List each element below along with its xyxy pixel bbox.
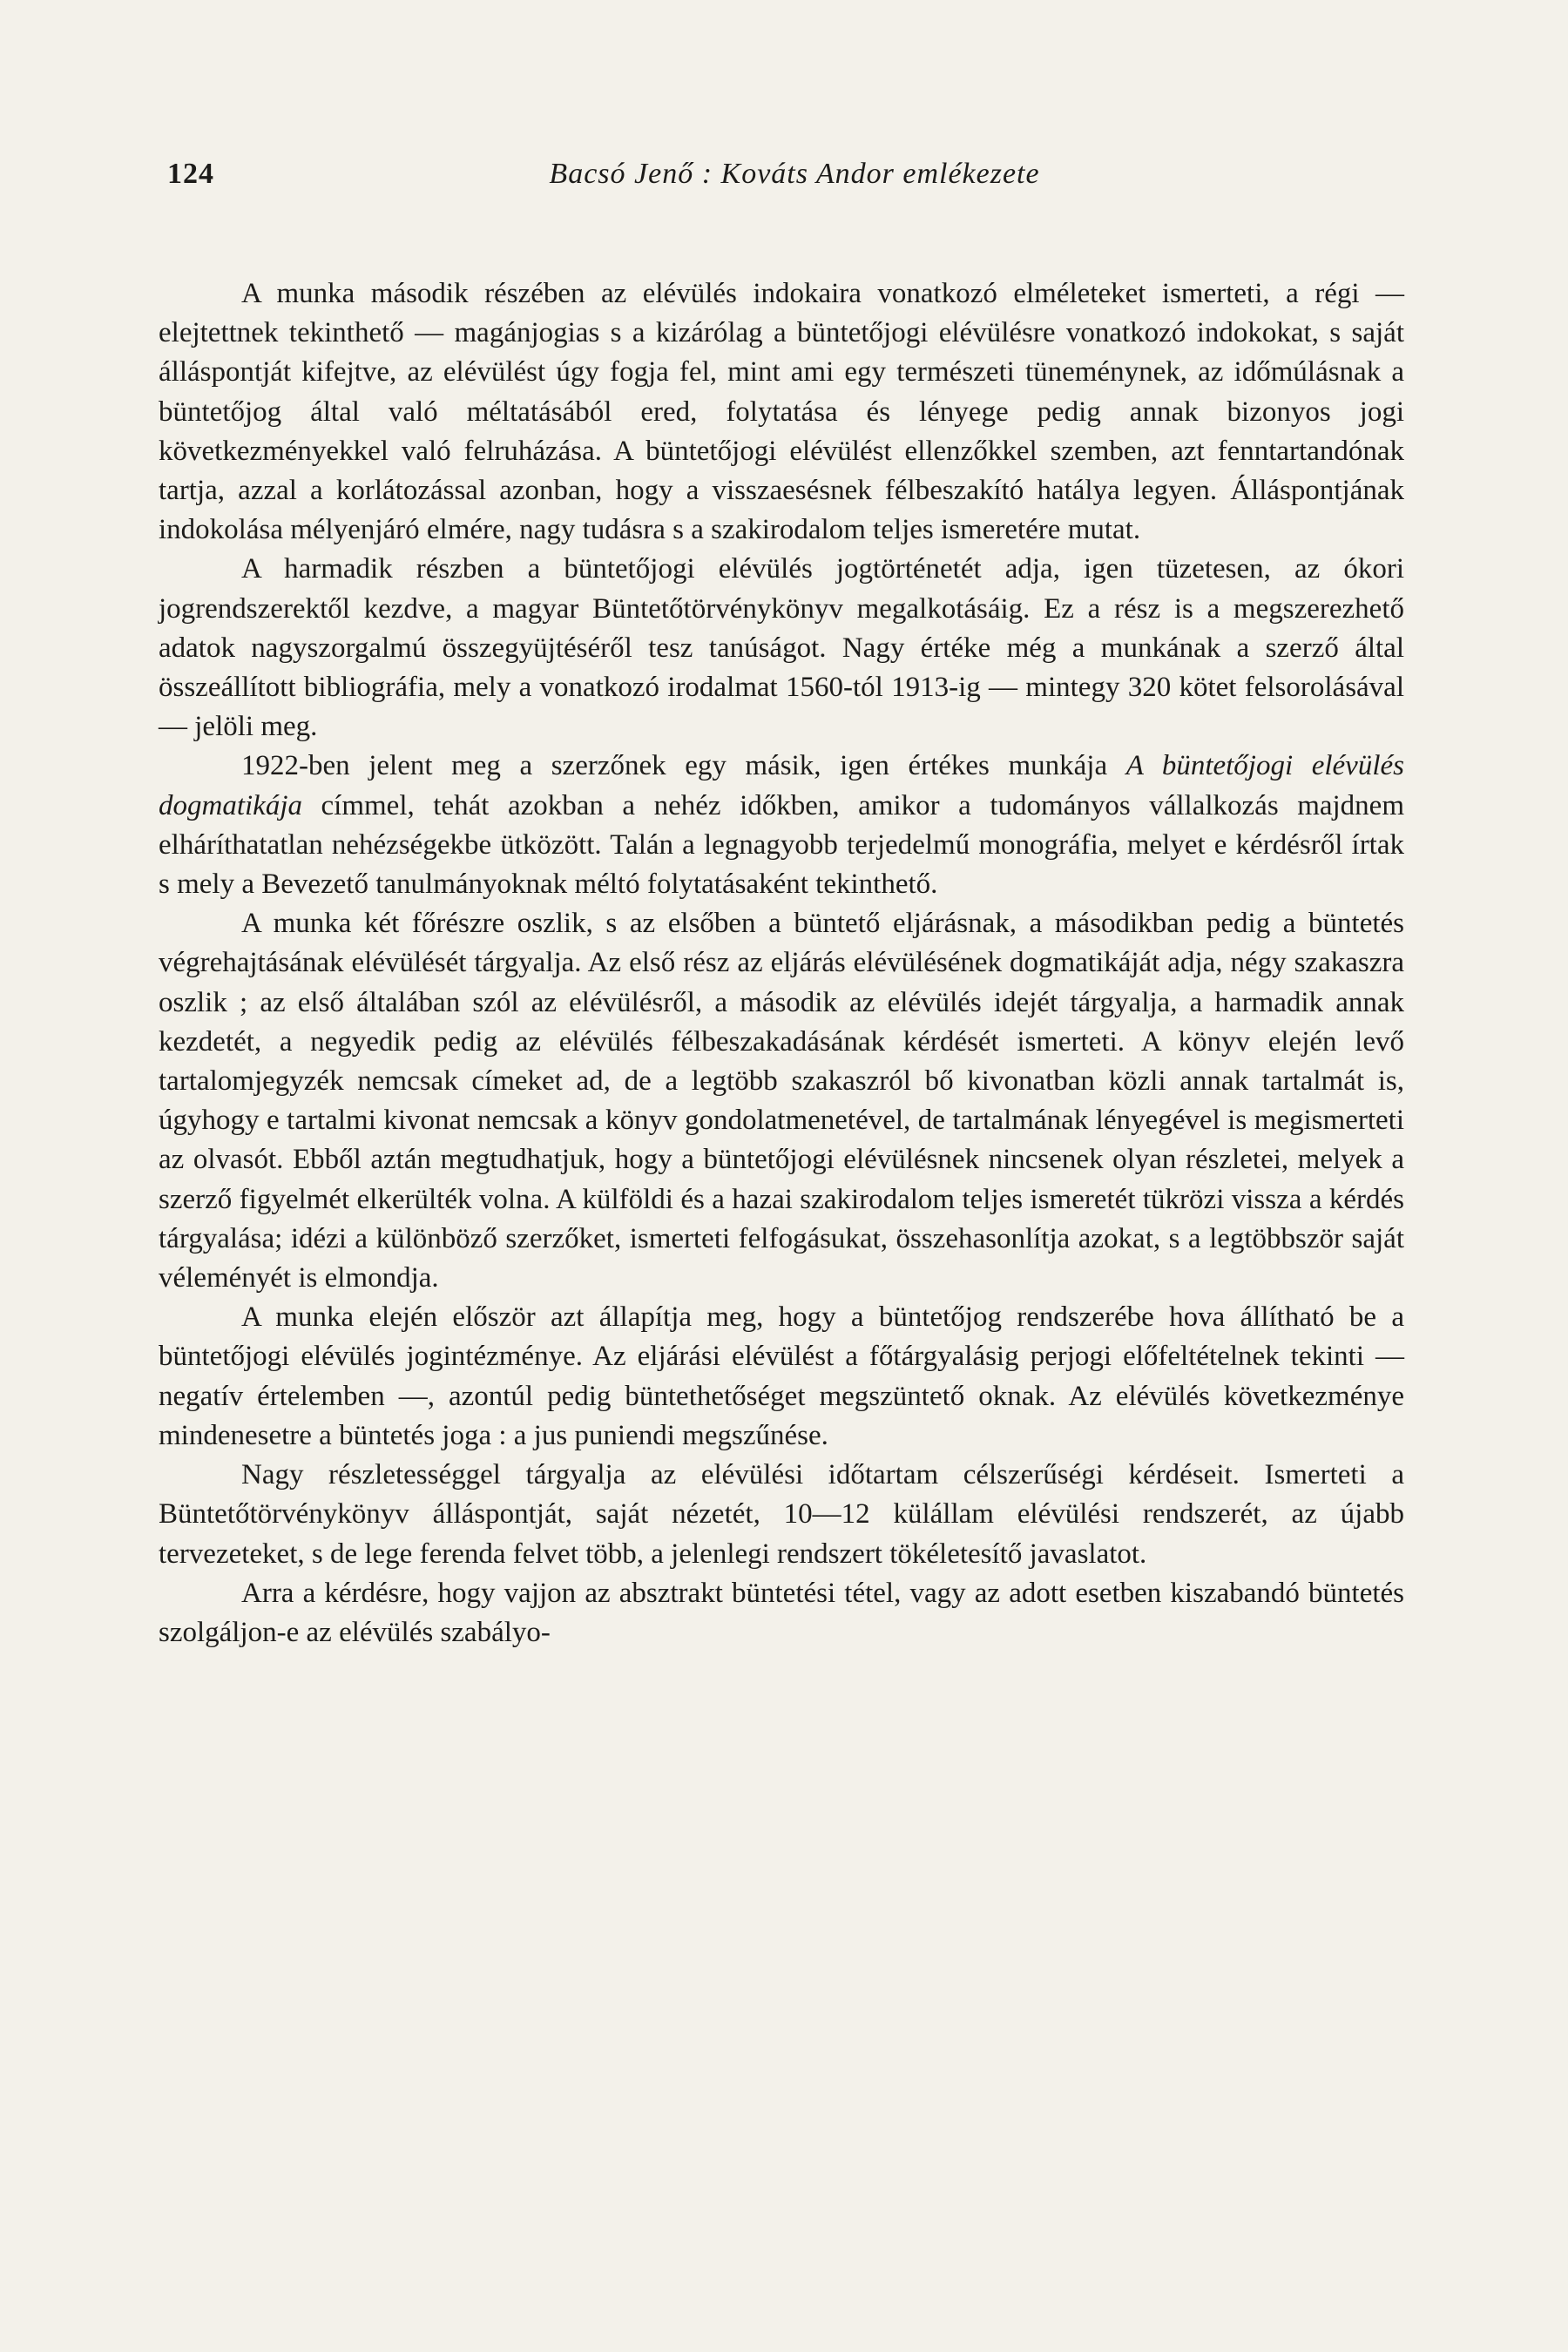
running-title: Bacsó Jenő : Kováts Andor emlékezete [549,158,1040,190]
page-header [159,148,1430,200]
paragraph-dogmatika-munka [159,747,1404,904]
paragraph-jogtortenet: A harmadik részben a büntetőjogi elévülés jogtörténetét adja, igen tüzetesen, az ókori jogrendszerektől kezdve, a magyar Büntetőtörvénykönyv megalkotásáig. Ez a rész is a megszerezhető adatok nagyszorgalmú összegyüjtéséről tesz tanúságot. Nagy értéke még a munkának a szerző által összeállított bibliográfia, mely a vonatkozó irodalmat 1560-tól 1913-ig — mintegy 320 kötet felsorolásával — jelöli meg. [159,553,1404,743]
page-number: 124 [167,158,214,190]
paragraph-elevulesi-idotartam: Nagy részletességgel tárgyalja az elévülési időtartam célszerűségi kérdéseit. Ismerteti a Büntetőtörvénykönyv álláspontját, saját nézetét, 10—12 külállam elévülési rendszerét, az újabb tervezeteket, s de lege ferenda felvet több, a jelenlegi rendszert tökéletesítő javaslatot. [159,1459,1404,1570]
paragraph-elevules-indokai: A munka második részében az elévülés indokaira vonatkozó elméleteket ismerteti, a régi — elejtettnek tekinthető — magánjogias s a kizárólag a büntetőjogi elévülésre vonatkozó indokokat, s saját álláspontját kifejtve, az elévülést úgy fogja fel, mint ami egy természeti tüneménynek, az időmúlásnak a büntetőjog által való méltatásából ered, folytatása és lényege pedig annak bizonyos jogi következményekkel való felruházása. A büntetőjogi elévülést ellenzőkkel szemben, azt fenntartandónak tartja, azzal a korlátozással azonban, hogy a visszaesésnek félbeszakító hatálya legyen. Álláspontjának indokolása mélyenjáró elmére, nagy tudásra s a szakirodalom teljes ismeretére mutat. [159,278,1404,546]
paragraph-text-after-title: címmel, tehát azokban a nehéz időkben, amikor a tudományos vállalkozás majdnem elháríthatatlan nehézségekbe ütközött. Talán a legnagyobb terjedelmű monográfia, melyet e kérdésről írtak s mely a Bevezető tanulmányoknak méltó folytatásaként tekinthető. [159,789,1404,901]
book-title: A büntetőjogi elévülés dogmatikája [159,750,1404,821]
body-text [159,274,1404,1652]
paragraph-text-before-title: 1922-ben jelent meg a szerzőnek egy másik, igen értékes munkája [241,750,1126,782]
paragraph-buntetesi-tetel: Arra a kérdésre, hogy vajjon az absztrakt büntetési tétel, vagy az adott esetben kiszabandó büntetés szolgáljon-e az elévülés szabályo- [159,1577,1404,1648]
paragraph-ket-foresz: A munka két főrészre oszlik, s az elsőben a büntető eljárásnak, a másodikban pedig a büntetés végrehajtásának elévülését tárgyalja. Az első rész az eljárás elévülésének dogmatikáját adja, négy szakaszra oszlik ; az első általában szól az elévülésről, a második az elévülés idejét tárgyalja, a harmadik annak kezdetét, a negyedik pedig az elévülés félbeszakadásának kérdését ismerteti. A könyv elején levő tartalomjegyzék nemcsak címeket ad, de a legtöbb szakaszról bő kivonatban közli annak tartalmát is, úgyhogy e tartalmi kivonat nemcsak a könyv gondolatmenetével, de tartalmának lényegével is megismerteti az olvasót. Ebből aztán megtudhatjuk, hogy a büntetőjogi elévülésnek nincsenek olyan részletei, melyek a szerző figyelmét elkerülték volna. A külföldi és a hazai szakirodalom teljes ismeretét tükrözi vissza a kérdés tárgyalása; idézi a különböző szerzőket, ismerteti felfogásukat, összehasonlítja azokat, s a legtöbbször saját véleményét is elmondja. [159,908,1404,1294]
paragraph-rendszertani-hely: A munka elején először azt állapítja meg, hogy a büntetőjog rendszerébe hova állítható be a büntetőjogi elévülés jogintézménye. Az eljárási elévülést a főtárgyalásig perjogi előfeltételnek tekinti — negatív értelemben —, azontúl pedig büntethetőséget megszüntető oknak. Az elévülés következménye mindenesetre a büntetés joga : a jus puniendi megszűnése. [159,1301,1404,1451]
